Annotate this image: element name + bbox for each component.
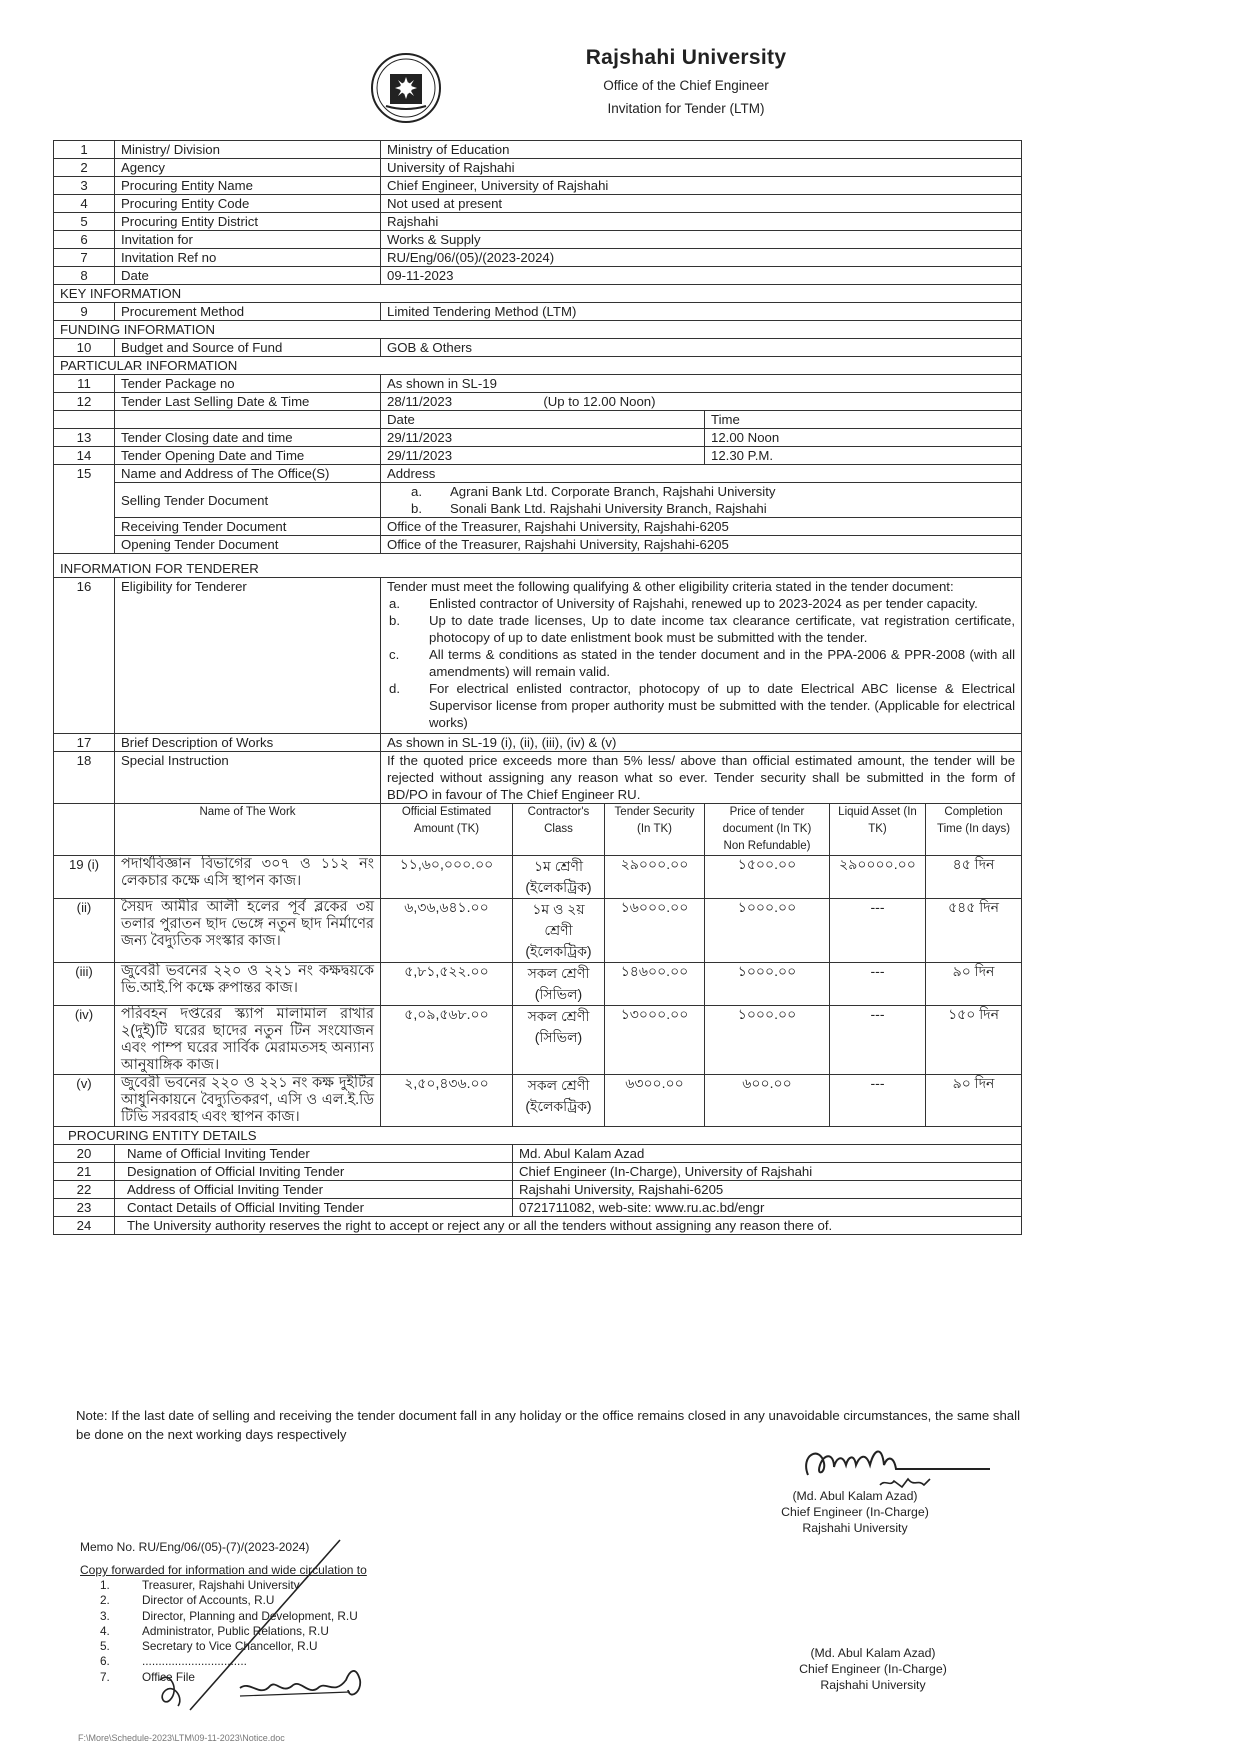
note-text: Note: If the last date of selling and receiving the tender document fall in any holiday or the office remains closed in any unavoidable circumstances, the same shall be done on the next working days respectively [76,1408,1020,1442]
work-row: (v) জুবেরী ভবনের ২২০ ও ২২১ নং কক্ষ দুইটির আধুনিকায়নে বৈদ্যুতিকরণ, এসি ও এল.ই.ডি টিভি সরবরাহ এবং স্থাপন কাজ। ২,৫০,৪৩৬.০০ সকল শ্রেণী (ইলেকট্রিক) ৬৩০০.০০ ৬০০.০০ --- ৯০ দিন [54,1075,1022,1127]
table-row: 4 Procuring Entity Code Not used at present [54,195,1022,213]
table-row: Selling Tender Document a. Agrani Bank Ltd. Corporate Branch, Rajshahi University b. Sonali Bank Ltd. Rajshahi University Branch, Rajshahi [54,483,1022,518]
university-seal-icon [370,52,442,124]
table-row: 23 Contact Details of Official Inviting Tender 0721711082, web-site: www.ru.ac.bd/engr [54,1199,1022,1217]
table-row: 5 Procuring Entity District Rajshahi [54,213,1022,231]
section-heading: KEY INFORMATION [54,285,1022,303]
table-row: 22 Address of Official Inviting Tender Rajshahi University, Rajshahi-6205 [54,1181,1022,1199]
work-row: (iv) পরিবহন দপ্তরের স্ক্যাপ মালামাল রাখার ২(দুই)টি ঘরের ছাদের নতুন টিন সংযোজন এবং পাম্প ঘরের সার্বিক মেরামতসহ অন্যান্য আনুষাঙ্গিক কাজ। ৫,০৯,৫৬৮.০০ সকল শ্রেণী (সিভিল) ১৩০০০.০০ ১০০০.০০ --- ১৫০ দিন [54,1006,1022,1075]
table-row: 3 Procuring Entity Name Chief Engineer, University of Rajshahi [54,177,1022,195]
table-row: 24 The University authority reserves the right to accept or reject any or all the tenders without assigning any reason there of. [54,1217,1022,1235]
list-item: b. Up to date trade licenses, Up to date income tax clearance certificate, vat registration certificate, photocopy of up to date enlistment book must be submitted with the tender. [389,613,1016,645]
particular-heading-row [54,357,1022,375]
entity-heading-row [54,1127,1022,1145]
table-row: 10 Budget and Source of Fund GOB & Others [54,339,1022,357]
table-row: 6 Invitation for Works & Supply [54,231,1022,249]
section-heading: FUNDING INFORMATION [54,321,1022,339]
tenderer-heading-row [54,554,1022,578]
table-row: Receiving Tender Document Office of the Treasurer, Rajshahi University, Rajshahi-6205 [54,518,1022,536]
table-row: 11 Tender Package no As shown in SL-19 [54,375,1022,393]
work-row: 19 (i) পদার্থবিজ্ঞান বিভাগের ৩০৭ ও ১১২ নং লেকচার কক্ষে এসি স্থাপন কাজ। ১১,৬০,০০০.০০ ১ম শ্রেণী (ইলেকট্রিক) ২৯০০০.০০ ১৫০০.০০ ২৯০০০০.০০ ৪৫ দিন [54,856,1022,899]
last-selling-date: 28/11/2023 [387,394,453,409]
handwritten-signature-icon [790,1435,1000,1495]
list-item: 2. Director of Accounts, R.U [100,1593,275,1608]
table-row: 2 Agency University of Rajshahi [54,159,1022,177]
table-row: 12 Tender Last Selling Date & Time 28/11/2023 (Up to 12.00 Noon) [54,393,1022,411]
tender-info-table [53,140,1022,1235]
funding-heading-row [54,321,1022,339]
table-row: 21 Designation of Official Inviting Tender Chief Engineer (In-Charge), University of Rajshahi [54,1163,1022,1181]
eligibility-list [387,595,1015,731]
last-selling-time: (Up to 12.00 Noon) [543,394,656,409]
table-row: 17 Brief Description of Works As shown in SL-19 (i), (ii), (iii), (iv) & (v) [54,734,1022,752]
file-path: F:\More\Schedule-2023\LTM\09-11-2023\Notice.doc [78,1733,285,1743]
list-item: 6. ................................ [100,1654,247,1669]
table-row: 14 Tender Opening Date and Time 29/11/2023 12.30 P.M. [54,447,1022,465]
second-signature-scribble-icon [150,1520,410,1720]
section-heading: PARTICULAR INFORMATION [54,357,1022,375]
table-row: 20 Name of Official Inviting Tender Md. Abul Kalam Azad [54,1145,1022,1163]
key-info-heading-row [54,285,1022,303]
eligibility-intro: Tender must meet the following qualifying & other eligibility criteria stated in the tender document: [387,579,954,594]
table-row: 1 Ministry/ Division Ministry of Education [54,141,1022,159]
invitation-title: Invitation for Tender (LTM) [607,101,765,116]
section-heading: INFORMATION FOR TENDERER [54,554,1022,578]
work-row: (iii) জুবেরী ভবনের ২২০ ও ২২১ নং কক্ষদ্বয়কে ভি.আই.পি কক্ষে রুপান্তর কাজ। ৫,৮১,৫২২.০০ সকল শ্রেণী (সিভিল) ১৪৬০০.০০ ১০০০.০০ --- ৯০ দিন [54,963,1022,1006]
signature-block-2: (Md. Abul Kalam Azad) Chief Engineer (In-Charge) Rajshahi University [799,1646,947,1692]
list-item: d. For electrical enlisted contractor, photocopy of up to date Electrical ABC license & Electrical Supervisor license from proper authority must be submitted with the tender. (Applicable for electrical works) [389,681,1016,730]
list-item: 3. Director, Planning and Development, R.U [100,1608,358,1623]
list-item: 4. Administrator, Public Relations, R.U [100,1623,329,1638]
section-heading: PROCURING ENTITY DETAILS [54,1127,1022,1145]
list-item: 1. Treasurer, Rajshahi University [100,1578,300,1592]
signature-block-1: (Md. Abul Kalam Azad) Chief Engineer (In-Charge) Rajshahi University [781,1489,929,1535]
selling-branch-a: Agrani Bank Ltd. Corporate Branch, Rajshahi University [450,484,776,499]
university-name: Rajshahi University [585,46,787,69]
list-item: 7. Office File [100,1669,195,1684]
copy-forward-title: Copy forwarded for information and wide circulation to [80,1563,367,1577]
table-row: 16 Eligibility for Tenderer Tender must meet the following qualifying & other eligibility criteria stated in the tender document: a. Enlisted contractor of University of Rajshahi, renewed up to 2023-2024 as per tender capacity. b. Up to date trade licenses, Up to date income tax clearance certificate, vat registration certificate, photocopy of up to date enlistment book must be submitted with the tender. c. All terms & conditions as stated in the tender document and in the PPA-2006 & PPR-2008 (with all amendments) will remain valid. d. For electrical enlisted contractor, photocopy of up to date Electrical ABC license & Electrical Supervisor license from proper authority must be submitted with the tender. (Applicable for electrical works) [54,578,1022,734]
list-item: a. Enlisted contractor of University of Rajshahi, renewed up to 2023-2024 as per tender capacity. [389,596,978,611]
office-name: Office of the Chief Engineer [603,78,769,93]
list-item: c. All terms & conditions as stated in the tender document and in the PPA-2006 & PPR-2008 (with all amendments) will remain valid. [389,647,1016,679]
table-row: 13 Tender Closing date and time 29/11/2023 12.00 Noon [54,429,1022,447]
memo-number: Memo No. RU/Eng/06/(05)-(7)/(2023-2024) [80,1540,310,1554]
table-row: 8 Date 09-11-2023 [54,267,1022,285]
work-row: (ii) সৈয়দ আমীর আলী হলের পূর্ব ব্লকের ৩য় তলার পুরাতন ছাদ ভেঙ্গে নতুন ছাদ নির্মাণের জন্য বৈদ্যুতিক সংস্কার কাজ। ৬,৩৬,৬৪১.০০ ১ম ও ২য় শ্রেণী (ইলেকট্রিক) ১৬০০০.০০ ১০০০.০০ --- ৫৪৫ দিন [54,899,1022,963]
table-row: Opening Tender Document Office of the Treasurer, Rajshahi University, Rajshahi-6205 [54,536,1022,554]
list-item: 5. Secretary to Vice Chancellor, R.U [100,1639,318,1654]
works-header-row: Name of The Work Official Estimated Amount (TK) Contractor's Class Tender Security (In TK) Price of tender document (In TK) Non Refundable) Liquid Asset (In TK) Completion Time (In days) [54,804,1022,856]
table-row: 15 Name and Address of The Office(S) Address [54,465,1022,483]
table-row: 7 Invitation Ref no RU/Eng/06/(05)/(2023-2024) [54,249,1022,267]
document-header [370,42,1010,132]
selling-branch-b: Sonali Bank Ltd. Rajshahi University Branch, Rajshahi [450,501,767,516]
date-time-subheader-row: Date Time [54,411,1022,429]
table-row: 18 Special Instruction If the quoted price exceeds more than 5% less/ above than official estimated amount, the tender will be rejected without assigning any reason what so ever. Tender security shall be submitted in the form of BD/PO in favour of The Chief Engineer RU. [54,752,1022,804]
table-row: 9 Procurement Method Limited Tendering Method (LTM) [54,303,1022,321]
